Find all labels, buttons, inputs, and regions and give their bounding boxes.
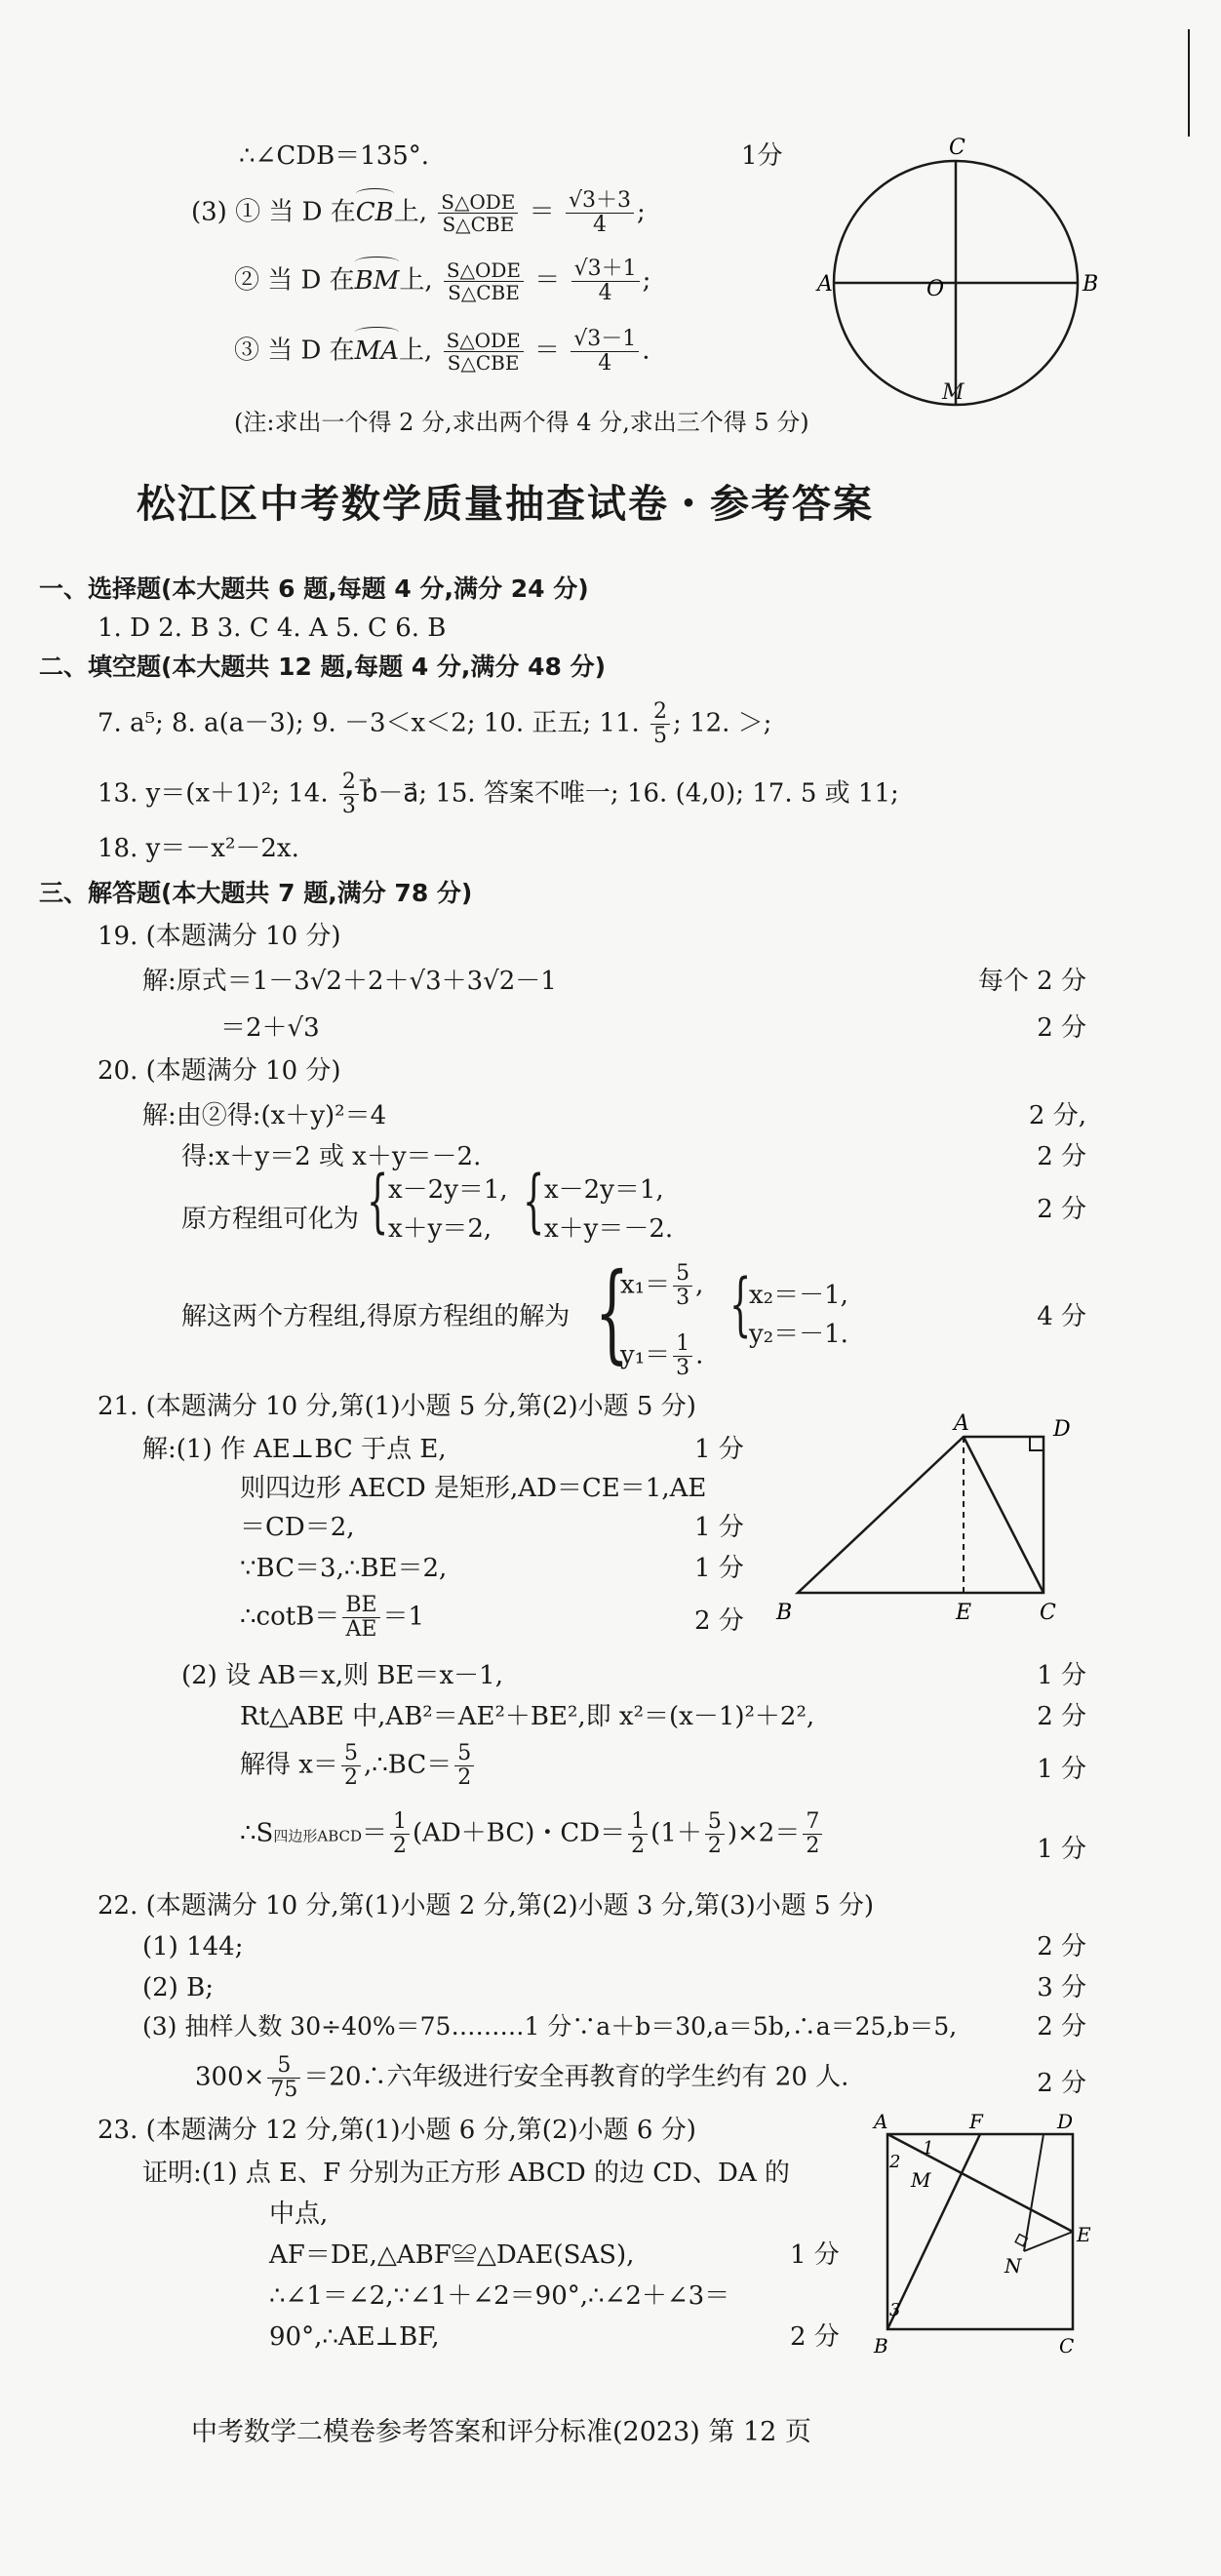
sec2-row1: 7. a⁵; 8. a(a－3); 9. －3＜x＜2; 10. 正五; 11. $\frac{2}{5}$ ; 12. ＞; (98, 699, 772, 749)
q21-line6: (2) 设 AB＝x,则 BE＝x－1, (181, 1661, 503, 1690)
score: 1 分 (790, 2240, 840, 2270)
q22-line4: 300× $\frac{5}{75}$ ＝20∴六年级进行安全再教育的学生约有 20 人. (195, 2053, 849, 2103)
q22-title: 22. (本题满分 10 分,第(1)小题 2 分,第(2)小题 3 分,第(3)小题 5 分) (98, 1891, 875, 1921)
label-c: C (1040, 1601, 1056, 1625)
q19-line1: 解:原式＝1－3√2＋2＋√3＋3√2－1 (142, 967, 557, 996)
q21-line7: Rt△ABE 中,AB²＝AE²＋BE²,即 x²＝(x－1)²＋2², (240, 1702, 815, 1731)
case-3: ③ 当 D 在 MA上, $\frac{\text{S△ODE}}{\text{S△CBE}}$ ＝ $\frac{√3-1}{4}$ . (234, 327, 650, 376)
q20-solution-label: 解这两个方程组,得原方程组的解为 (181, 1302, 571, 1331)
sec2-row3: 18. y＝－x²－2x. (98, 834, 299, 863)
q20-sys-a2: x＋y＝2, (388, 1214, 492, 1244)
label-d: D (1057, 2110, 1074, 2133)
q19-title: 19. (本题满分 10 分) (98, 922, 341, 951)
case-1: (3) ① 当 D 在 CB上, $\frac{\text{S△ODE}}{\text{S△CBE}}$ ＝ $\frac{√3+3}{4}$ ; (191, 188, 646, 238)
label-m: M (911, 2168, 931, 2192)
sec1-answers: 1. D 2. B 3. C 4. A 5. C 6. B (98, 614, 447, 643)
score: 2 分 (1037, 1013, 1086, 1043)
score: 1 分 (1037, 1755, 1086, 1784)
angle-2: 2 (889, 2152, 901, 2172)
score: 4 分 (1037, 1302, 1086, 1331)
score: 2 分 (1037, 1142, 1086, 1171)
label-b: B (874, 2334, 888, 2358)
q21-line4: ∵BC＝3,∴BE＝2, (240, 1554, 448, 1583)
q20-x2: x₂＝－1, (749, 1281, 848, 1310)
score: 2 分 (694, 1606, 744, 1636)
q21-line9: ∴S四边形ABCD＝ $\frac{1}{2}$ (AD＋BC)・CD＝ $\frac{1}{2}$ (1＋ $\frac{5}{2}$ )×2＝ $\frac{7}{2}$ (240, 1810, 825, 1858)
label-f: F (969, 2110, 983, 2133)
q22-line3: (3) 抽样人数 30÷40%＝75………1 分∵a＋b＝30,a＝5b,∴a＝25,b＝5, (142, 2012, 958, 2041)
scoring-note: (注:求出一个得 2 分,求出两个得 4 分,求出三个得 5 分) (234, 409, 809, 436)
score: 3 分 (1037, 1973, 1086, 2002)
label-b: B (776, 1601, 793, 1625)
q23-line1: 证明:(1) 点 E、F 分别为正方形 ABCD 的边 CD、DA 的 (142, 2159, 790, 2188)
q20-system-label: 原方程组可化为 (181, 1205, 360, 1234)
score: 2 分 (1037, 1702, 1086, 1731)
sec2-heading: 二、填空题(本大题共 12 题,每题 4 分,满分 48 分) (39, 653, 607, 681)
q20-sys-b1: x－2y＝1, (544, 1175, 664, 1205)
sec1-heading: 一、选择题(本大题共 6 题,每题 4 分,满分 24 分) (39, 575, 589, 603)
page-title: 松江区中考数学质量抽查试卷・参考答案 (137, 482, 874, 527)
label-c: C (1059, 2334, 1075, 2358)
q22-line2: (2) B; (142, 1973, 214, 2002)
q23-line3: AF＝DE,△ABF≌△DAE(SAS), (269, 2240, 635, 2270)
score: 1 分 (694, 1554, 744, 1583)
label-a: A (817, 272, 833, 297)
label-m: M (942, 380, 965, 405)
score: 1 分 (1037, 1835, 1086, 1864)
q20-title: 20. (本题满分 10 分) (98, 1056, 341, 1086)
q21-title: 21. (本题满分 10 分,第(1)小题 5 分,第(2)小题 5 分) (98, 1392, 696, 1421)
cdb-angle: ∴∠CDB＝135°. (239, 141, 430, 171)
label-d: D (1053, 1417, 1071, 1442)
label-a: A (874, 2110, 888, 2133)
score: 2 分 (790, 2322, 840, 2352)
score: 每个 2 分 (977, 967, 1086, 996)
angle-1: 1 (923, 2138, 934, 2159)
score: 1 分 (1037, 1661, 1086, 1690)
q21-line2: 则四边形 AECD 是矩形,AD＝CE＝1,AE (240, 1474, 707, 1503)
label-a: A (954, 1411, 969, 1436)
angle-3: 3 (889, 2300, 901, 2320)
q21-line5: ∴cotB＝ $\frac{BE}{AE}$ ＝1 (240, 1593, 425, 1643)
score: 1分 (741, 141, 783, 171)
q20-line2: 得:x＋y＝2 或 x＋y＝－2. (181, 1142, 482, 1171)
score: 1 分 (694, 1435, 744, 1464)
q20-line1: 解:由②得:(x＋y)²＝4 (142, 1101, 387, 1130)
score: 2 分 (1037, 2069, 1086, 2098)
square-figure (868, 2110, 1102, 2358)
q23-line4: ∴∠1＝∠2,∵∠1＋∠2＝90°,∴∠2＋∠3＝ (269, 2281, 730, 2311)
score: 2 分, (1028, 1101, 1086, 1130)
q20-sys-b2: x＋y＝－2. (544, 1214, 674, 1244)
score: 2 分 (1037, 1195, 1086, 1224)
q19-line2: ＝2＋√3 (220, 1013, 320, 1043)
q20-y2: y₂＝－1. (749, 1320, 848, 1349)
page-footer: 中考数学二模卷参考答案和评分标准(2023) 第 12 页 (191, 2417, 811, 2447)
label-o: O (926, 277, 945, 301)
sec2-row2: 13. y＝(x＋1)²; 14. $\frac{2}{3}$ b⃗－a⃗; 15. 答案不唯一; 16. (4,0); 17. 5 或 11; (98, 770, 899, 819)
edge-mark (1188, 29, 1190, 137)
q23-line2: 中点, (269, 2200, 329, 2229)
q21-line8: 解得 x＝ $\frac{5}{2}$ ,∴BC＝ $\frac{5}{2}$ (240, 1742, 477, 1790)
circle-figure (819, 137, 1102, 410)
q23-line5: 90°,∴AE⊥BF, (269, 2322, 440, 2352)
case-2: ② 当 D 在 BM上, $\frac{\text{S△ODE}}{\text{S△CBE}}$ ＝ $\frac{√3+1}{4}$ ; (234, 257, 651, 306)
score: 2 分 (1037, 2012, 1086, 2041)
trapezoid-figure (770, 1412, 1102, 1637)
sec3-heading: 三、解答题(本大题共 7 题,满分 78 分) (39, 879, 473, 907)
label-e: E (956, 1601, 972, 1625)
label-e: E (1077, 2223, 1091, 2246)
score: 2 分 (1037, 1932, 1086, 1962)
label-n: N (1004, 2254, 1022, 2278)
label-b: B (1083, 272, 1099, 297)
q22-line1: (1) 144; (142, 1932, 244, 1962)
score: 1 分 (694, 1513, 744, 1542)
q23-title: 23. (本题满分 12 分,第(1)小题 6 分,第(2)小题 6 分) (98, 2116, 696, 2145)
q20-x1: x₁＝ $\frac{5}{3}$ , (620, 1261, 704, 1311)
q21-line3: ＝CD＝2, (240, 1513, 355, 1542)
q20-y1: y₁＝ $\frac{1}{3}$ . (620, 1331, 704, 1381)
label-c: C (949, 136, 965, 160)
q20-sys-a1: x－2y＝1, (388, 1175, 508, 1205)
q21-line1: 解:(1) 作 AE⊥BC 于点 E, (142, 1435, 447, 1464)
